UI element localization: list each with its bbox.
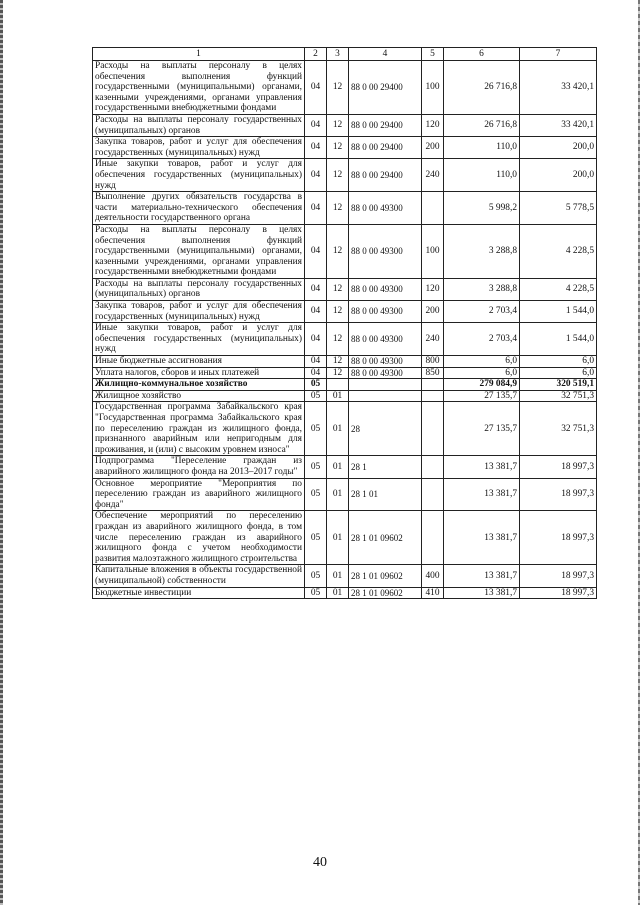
- target-article-code: 28: [349, 402, 422, 456]
- expense-type-code: 240: [422, 159, 444, 192]
- expense-type-code: 120: [422, 114, 444, 136]
- expense-type-code: [422, 390, 444, 402]
- section-code: 04: [305, 159, 327, 192]
- amount-year-2: 33 420,1: [520, 114, 597, 136]
- target-article-code: 88 0 00 29400: [349, 61, 422, 115]
- expense-type-code: [422, 511, 444, 565]
- row-description: Капитальные вложения в объекты государственной (муниципальной) собственности: [93, 565, 305, 587]
- row-description: Жилищно-коммунальное хозяйство: [93, 379, 305, 391]
- amount-year-2: 18 997,3: [520, 478, 597, 511]
- table-row: [93, 402, 597, 456]
- budget-table: [92, 47, 597, 599]
- table-row: [93, 565, 597, 587]
- amount-year-2: 32 751,3: [520, 390, 597, 402]
- table-row: [93, 379, 597, 391]
- target-article-code: 88 0 00 29400: [349, 137, 422, 159]
- amount-year-1: 2 703,4: [444, 323, 520, 356]
- subsection-code: 01: [327, 390, 349, 402]
- section-code: 05: [305, 511, 327, 565]
- target-article-code: 28 1 01 09602: [349, 565, 422, 587]
- amount-year-1: 13 381,7: [444, 565, 520, 587]
- subsection-code: 01: [327, 456, 349, 478]
- section-code: 04: [305, 278, 327, 300]
- section-code: 05: [305, 379, 327, 391]
- target-article-code: 88 0 00 49300: [349, 224, 422, 278]
- table-row: [93, 114, 597, 136]
- table-row: [93, 478, 597, 511]
- table-row: [93, 224, 597, 278]
- section-code: 05: [305, 402, 327, 456]
- amount-year-1: 2 703,4: [444, 301, 520, 323]
- amount-year-2: 18 997,3: [520, 511, 597, 565]
- amount-year-1: 26 716,8: [444, 61, 520, 115]
- amount-year-1: 27 135,7: [444, 390, 520, 402]
- table-row: [93, 456, 597, 478]
- table-row: [93, 390, 597, 402]
- amount-year-1: 3 288,8: [444, 278, 520, 300]
- amount-year-1: 279 084,9: [444, 379, 520, 391]
- target-article-code: 28 1: [349, 456, 422, 478]
- subsection-code: 12: [327, 301, 349, 323]
- target-article-code: 28 1 01: [349, 478, 422, 511]
- expense-type-code: 100: [422, 224, 444, 278]
- section-code: 04: [305, 301, 327, 323]
- amount-year-2: 320 519,1: [520, 379, 597, 391]
- expense-type-code: 410: [422, 587, 444, 599]
- amount-year-1: 110,0: [444, 137, 520, 159]
- header-cell: 2: [305, 48, 327, 61]
- row-description: Закупка товаров, работ и услуг для обеспечения государственных (муниципальных) нужд: [93, 137, 305, 159]
- subsection-code: 12: [327, 356, 349, 368]
- subsection-code: 12: [327, 159, 349, 192]
- amount-year-2: 6,0: [520, 367, 597, 379]
- expense-type-code: 120: [422, 278, 444, 300]
- subsection-code: 01: [327, 511, 349, 565]
- subsection-code: 12: [327, 192, 349, 225]
- table-row: [93, 278, 597, 300]
- row-description: Жилищное хозяйство: [93, 390, 305, 402]
- row-description: Основное мероприятие "Мероприятия по переселению граждан из аварийного жилищного фонда": [93, 478, 305, 511]
- subsection-code: 12: [327, 61, 349, 115]
- expense-type-code: 200: [422, 301, 444, 323]
- expense-type-code: 240: [422, 323, 444, 356]
- section-code: 05: [305, 390, 327, 402]
- amount-year-2: 4 228,5: [520, 278, 597, 300]
- row-description: Выполнение других обязательств государства в части материально-технического обеспечения деятельности государственного органа: [93, 192, 305, 225]
- target-article-code: 88 0 00 29400: [349, 114, 422, 136]
- section-code: 04: [305, 114, 327, 136]
- header-cell: 3: [327, 48, 349, 61]
- section-code: 04: [305, 137, 327, 159]
- amount-year-1: 13 381,7: [444, 478, 520, 511]
- expense-type-code: 400: [422, 565, 444, 587]
- table-header-row: [93, 48, 597, 61]
- page-number: 40: [313, 855, 327, 870]
- table-row: [93, 587, 597, 599]
- table-row: [93, 301, 597, 323]
- amount-year-1: 6,0: [444, 367, 520, 379]
- amount-year-1: 27 135,7: [444, 402, 520, 456]
- amount-year-2: 200,0: [520, 159, 597, 192]
- row-description: Расходы на выплаты персоналу государственных (муниципальных) органов: [93, 278, 305, 300]
- header-cell: 4: [349, 48, 422, 61]
- table-row: [93, 356, 597, 368]
- row-description: Иные бюджетные ассигнования: [93, 356, 305, 368]
- row-description: Расходы на выплаты персоналу в целях обеспечения выполнения функций государственными (муниципальными) органами, казенными учреждениями, органами управления государственными внебюджетными фондами: [93, 61, 305, 115]
- expense-type-code: 800: [422, 356, 444, 368]
- amount-year-1: 6,0: [444, 356, 520, 368]
- section-code: 05: [305, 478, 327, 511]
- row-description: Бюджетные инвестиции: [93, 587, 305, 599]
- target-article-code: 88 0 00 49300: [349, 367, 422, 379]
- section-code: 04: [305, 323, 327, 356]
- subsection-code: [327, 379, 349, 391]
- subsection-code: 12: [327, 224, 349, 278]
- table-row: [93, 367, 597, 379]
- amount-year-2: 5 778,5: [520, 192, 597, 225]
- amount-year-1: 110,0: [444, 159, 520, 192]
- amount-year-2: 33 420,1: [520, 61, 597, 115]
- amount-year-1: 3 288,8: [444, 224, 520, 278]
- subsection-code: 01: [327, 402, 349, 456]
- row-description: Закупка товаров, работ и услуг для обеспечения государственных (муниципальных) нужд: [93, 301, 305, 323]
- table-row: [93, 61, 597, 115]
- target-article-code: 88 0 00 49300: [349, 356, 422, 368]
- amount-year-2: 32 751,3: [520, 402, 597, 456]
- header-cell: 7: [520, 48, 597, 61]
- expense-type-code: [422, 478, 444, 511]
- subsection-code: 12: [327, 278, 349, 300]
- subsection-code: 12: [327, 114, 349, 136]
- header-cell: 6: [444, 48, 520, 61]
- section-code: 04: [305, 224, 327, 278]
- section-code: 04: [305, 61, 327, 115]
- subsection-code: 01: [327, 478, 349, 511]
- target-article-code: 88 0 00 49300: [349, 301, 422, 323]
- target-article-code: [349, 390, 422, 402]
- row-description: Расходы на выплаты персоналу государственных (муниципальных) органов: [93, 114, 305, 136]
- header-cell: 5: [422, 48, 444, 61]
- expense-type-code: 200: [422, 137, 444, 159]
- table-row: [93, 159, 597, 192]
- row-description: Подпрограмма "Переселение граждан из аварийного жилищного фонда на 2013–2017 годы": [93, 456, 305, 478]
- expense-type-code: 850: [422, 367, 444, 379]
- target-article-code: 88 0 00 29400: [349, 159, 422, 192]
- row-description: Уплата налогов, сборов и иных платежей: [93, 367, 305, 379]
- subsection-code: 01: [327, 565, 349, 587]
- target-article-code: [349, 379, 422, 391]
- table-row: [93, 137, 597, 159]
- amount-year-2: 18 997,3: [520, 565, 597, 587]
- amount-year-1: 26 716,8: [444, 114, 520, 136]
- amount-year-1: 13 381,7: [444, 587, 520, 599]
- target-article-code: 88 0 00 49300: [349, 192, 422, 225]
- amount-year-2: 4 228,5: [520, 224, 597, 278]
- section-code: 05: [305, 565, 327, 587]
- amount-year-1: 13 381,7: [444, 456, 520, 478]
- header-cell: 1: [93, 48, 305, 61]
- subsection-code: 12: [327, 323, 349, 356]
- section-code: 05: [305, 587, 327, 599]
- row-description: Государственная программа Забайкальского края "Государственная программа Забайкальского края по переселению граждан из жилищного фонда, признанного аварийным или непригодным для проживания, и (или) с высоким уровнем износа": [93, 402, 305, 456]
- target-article-code: 28 1 01 09602: [349, 587, 422, 599]
- expense-type-code: [422, 379, 444, 391]
- expense-type-code: 100: [422, 61, 444, 115]
- amount-year-2: 18 997,3: [520, 456, 597, 478]
- section-code: 04: [305, 367, 327, 379]
- row-description: Иные закупки товаров, работ и услуг для обеспечения государственных (муниципальных) нужд: [93, 159, 305, 192]
- target-article-code: 88 0 00 49300: [349, 323, 422, 356]
- table-row: [93, 192, 597, 225]
- amount-year-2: 6,0: [520, 356, 597, 368]
- table-row: [93, 511, 597, 565]
- amount-year-1: 13 381,7: [444, 511, 520, 565]
- subsection-code: 12: [327, 367, 349, 379]
- subsection-code: 01: [327, 587, 349, 599]
- expense-type-code: [422, 456, 444, 478]
- expense-type-code: [422, 402, 444, 456]
- row-description: Обеспечение мероприятий по переселению граждан из аварийного жилищного фонда, в том числе переселению граждан из аварийного жилищного фонда с учетом необходимости развития малоэтажного жилищного строительства: [93, 511, 305, 565]
- amount-year-2: 1 544,0: [520, 323, 597, 356]
- section-code: 04: [305, 356, 327, 368]
- expense-type-code: [422, 192, 444, 225]
- scan-edge-left: [0, 0, 3, 905]
- amount-year-2: 18 997,3: [520, 587, 597, 599]
- amount-year-2: 1 544,0: [520, 301, 597, 323]
- target-article-code: 28 1 01 09602: [349, 511, 422, 565]
- row-description: Расходы на выплаты персоналу в целях обеспечения выполнения функций государственными (муниципальными) органами, казенными учреждениями, органами управления государственными внебюджетными фондами: [93, 224, 305, 278]
- table-row: [93, 323, 597, 356]
- subsection-code: 12: [327, 137, 349, 159]
- amount-year-2: 200,0: [520, 137, 597, 159]
- target-article-code: 88 0 00 49300: [349, 278, 422, 300]
- section-code: 04: [305, 192, 327, 225]
- section-code: 05: [305, 456, 327, 478]
- amount-year-1: 5 998,2: [444, 192, 520, 225]
- row-description: Иные закупки товаров, работ и услуг для обеспечения государственных (муниципальных) нужд: [93, 323, 305, 356]
